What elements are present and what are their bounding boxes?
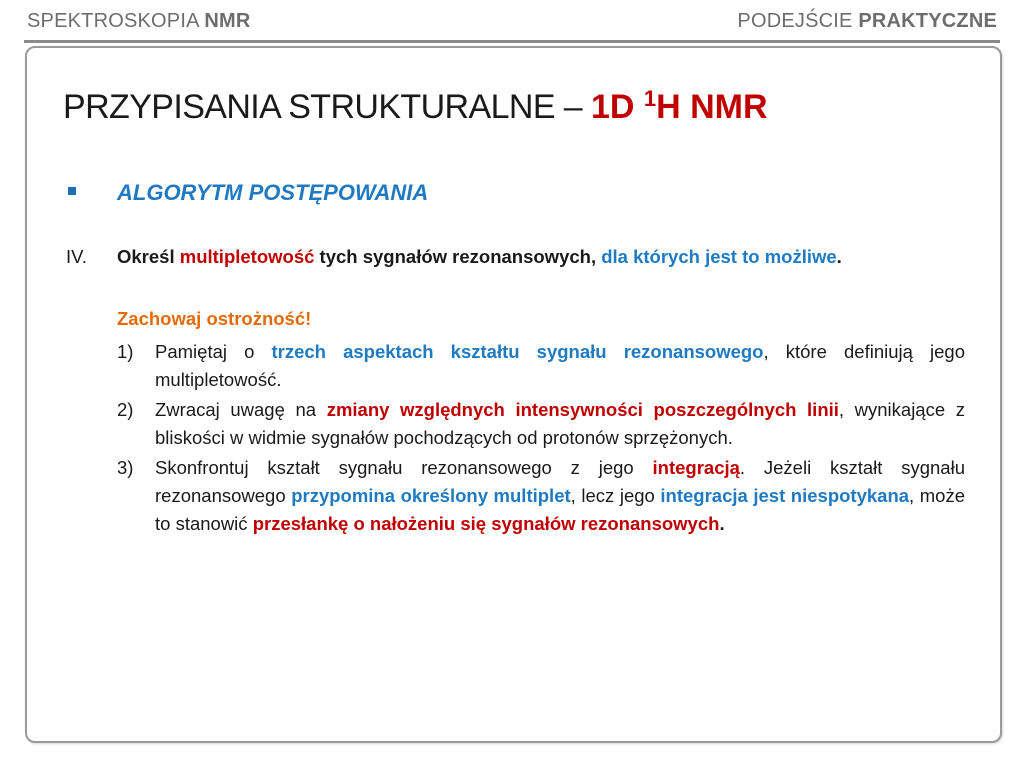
step-number: IV. — [66, 246, 87, 267]
warning-heading: Zachowaj ostrożność! — [117, 308, 312, 329]
square-bullet-icon — [68, 187, 76, 195]
item-part: zmiany względnych intensywności poszczególnych linii — [326, 399, 839, 420]
item-part: , może to stanowić — [155, 485, 965, 534]
list-item-number: 2) — [117, 399, 134, 420]
brand-left-strong: NMR — [204, 10, 251, 32]
top-bar — [0, 0, 1024, 44]
item-part: integracja jest niespotykana — [660, 485, 910, 506]
item-part: Zwracaj uwagę na — [155, 399, 327, 420]
title-accent-pre: 1D — [590, 88, 644, 126]
section-heading: ALGORYTM POSTĘPOWANIA — [117, 180, 429, 205]
list-item-number: 3) — [117, 457, 134, 478]
item-part: integracją — [652, 457, 740, 478]
list-item-number: 1) — [117, 341, 134, 362]
brand-right — [737, 10, 997, 33]
brand-left — [27, 10, 250, 33]
item-part: , które definiują jego multipletowość. — [155, 341, 965, 390]
title-plain: PRZYPISANIA STRUKTURALNE – — [63, 88, 591, 126]
numbered-list — [117, 338, 965, 540]
step-text — [117, 246, 842, 268]
title-accent — [591, 88, 768, 126]
step-part: dla których jest to możliwe — [601, 246, 837, 267]
step-part: tych sygnałów rezonansowych, — [314, 246, 602, 267]
item-part: , wynikające z bliskości w widmie sygnałów pochodzących od protonów sprzężonych. — [155, 399, 965, 448]
list-item — [117, 338, 965, 394]
item-part: Pamiętaj o — [155, 341, 272, 362]
brand-left-plain: SPEKTROSKOPIA — [27, 10, 205, 32]
list-item — [117, 454, 965, 538]
brand-right-strong: PRAKTYCZNE — [858, 10, 997, 32]
step-part: . — [836, 246, 842, 267]
item-part: przypomina określony multiplet — [291, 485, 571, 506]
item-part: przesłankę o nałożeniu się sygnałów rezonansowych — [252, 513, 720, 534]
title-accent-sup: 1 — [643, 86, 657, 111]
title-accent-post: H NMR — [656, 88, 768, 126]
item-part: . Jeżeli kształt sygnału rezonansowego — [155, 457, 965, 506]
step-part: multipletowość — [179, 246, 315, 267]
step-part: Określ — [117, 246, 180, 267]
item-part: trzech aspektach kształtu sygnału rezonansowego — [271, 341, 764, 362]
item-part: . — [719, 513, 725, 534]
brand-right-plain: PODEJŚCIE — [737, 10, 859, 32]
header-divider — [24, 40, 1000, 43]
list-item — [117, 396, 965, 452]
item-part: , lecz jego — [570, 485, 661, 506]
item-part: Skonfrontuj kształt sygnału rezonansowego z jego — [155, 457, 653, 478]
slide-title — [63, 88, 768, 127]
